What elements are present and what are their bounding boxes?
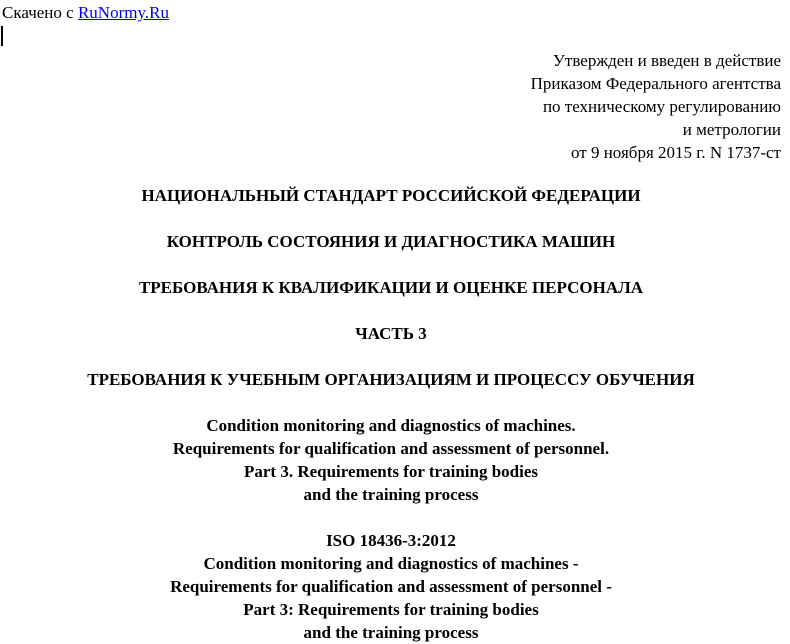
english-title-line: and the training process <box>303 485 479 504</box>
iso-title-line: Part 3: Requirements for training bodies <box>243 600 539 619</box>
approval-line: Утвержден и введен в действие <box>552 51 781 70</box>
part-heading: ЧАСТЬ 3 <box>355 324 427 343</box>
iso-number: ISO 18436-3:2012 <box>326 531 456 550</box>
english-title-block <box>0 414 782 506</box>
source-line <box>2 3 169 23</box>
standard-title-heading: КОНТРОЛЬ СОСТОЯНИЯ И ДИАГНОСТИКА МАШИН <box>166 232 616 251</box>
iso-block <box>0 529 782 644</box>
iso-title-line: and the training process <box>303 623 479 642</box>
text-cursor <box>1 26 3 46</box>
english-title-line: Requirements for qualification and assessment of personnel. <box>172 439 610 458</box>
english-title-line: Part 3. Requirements for training bodies <box>243 462 539 481</box>
iso-title-line: Requirements for qualification and assessment of personnel - <box>170 577 612 596</box>
standard-subtitle-heading: ТРЕБОВАНИЯ К КВАЛИФИКАЦИИ И ОЦЕНКЕ ПЕРСОНАЛА <box>138 278 644 297</box>
iso-title-line: Condition monitoring and diagnostics of machines - <box>203 554 579 573</box>
source-prefix: Скачено с <box>2 3 78 22</box>
approval-line: и метрологии <box>682 120 781 139</box>
standard-type-heading: НАЦИОНАЛЬНЫЙ СТАНДАРТ РОССИЙСКОЙ ФЕДЕРАЦИИ <box>141 186 641 205</box>
approval-line: Приказом Федерального агентства <box>530 74 781 93</box>
runormy-link[interactable]: RuNormy.Ru <box>77 3 169 22</box>
approval-line: по техническому регулированию <box>542 97 781 116</box>
approval-block <box>531 49 781 164</box>
approval-line: от 9 ноября 2015 г. N 1737-ст <box>571 143 781 162</box>
part-title-heading: ТРЕБОВАНИЯ К УЧЕБНЫМ ОРГАНИЗАЦИЯМ И ПРОЦЕССУ ОБУЧЕНИЯ <box>87 370 695 389</box>
english-title-line: Condition monitoring and diagnostics of machines. <box>206 416 576 435</box>
